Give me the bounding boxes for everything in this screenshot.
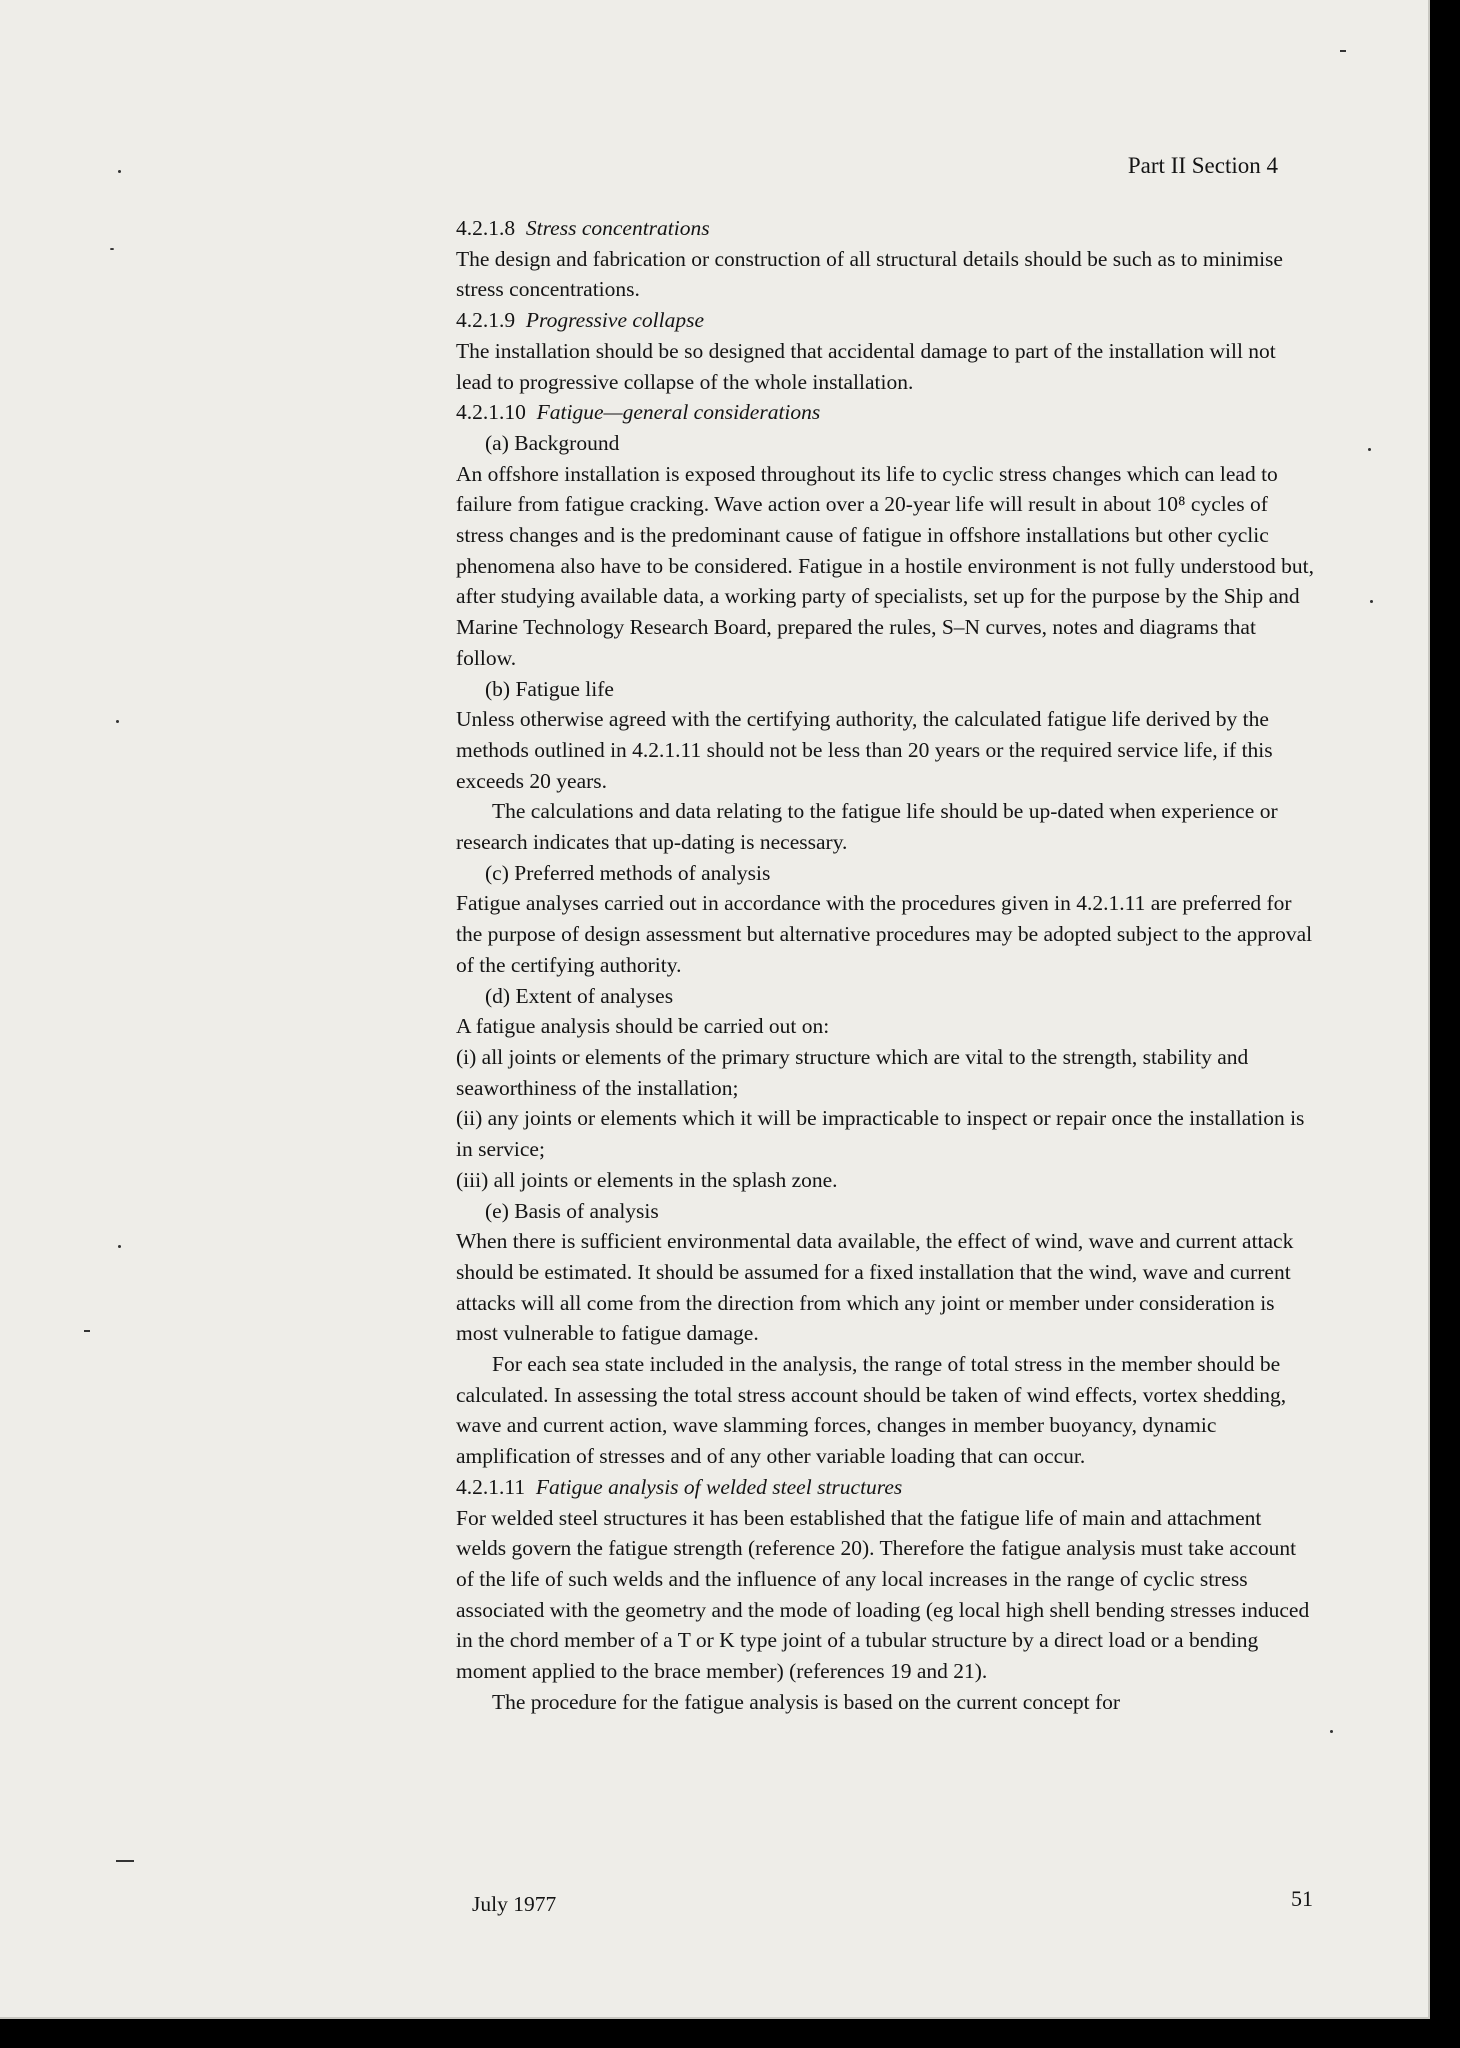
- scan-speck: [118, 170, 121, 173]
- list-item: (iii) all joints or elements in the splash zone.: [456, 1167, 838, 1192]
- scan-speck: [84, 1330, 90, 1332]
- section-title: Fatigue—general considerations: [536, 400, 821, 425]
- section-title: Stress concentrations: [525, 216, 710, 240]
- scan-speck: [1368, 448, 1371, 451]
- scan-speck: [110, 248, 114, 250]
- scan-speck: [1370, 600, 1373, 603]
- heading-4-2-1-8: [456, 213, 1316, 244]
- subheading-fatigue-life: (b) Fatigue life: [485, 676, 614, 701]
- paragraph: For each sea state included in the analysis, the range of total stress in the member should be calculated. In assessing the total stress account should be taken of wind effects, vortex shedding, wave and current action, wave slamming forces, changes in member buoyancy, dynamic amplification of stresses and of any other variable loading that can occur.: [456, 1352, 1287, 1469]
- section-number: 4.2.1.11: [456, 1474, 526, 1499]
- section-number: 4.2.1.9: [456, 308, 516, 333]
- subheading-basis-of-analysis: (e) Basis of analysis: [485, 1198, 659, 1223]
- list-item: (i) all joints or elements of the primary structure which are vital to the strength, stability and seaworthiness of the installation;: [456, 1044, 1249, 1100]
- heading-4-2-1-10: [456, 397, 1316, 428]
- scan-speck: [116, 720, 119, 723]
- scan-speck: [116, 1860, 134, 1862]
- document-body: [456, 213, 1316, 1717]
- paragraph: The calculations and data relating to the fatigue life should be up-dated when experience or research indicates that up-dating is necessary.: [456, 799, 1278, 855]
- paragraph: An offshore installation is exposed throughout its life to cyclic stress changes which can lead to failure from fatigue cracking. Wave action over a 20-year life will result in about 10⁸ cycles of stress changes and is the predominant cause of fatigue in offshore installations but other cyclic phenomena also have to be considered. Fatigue in a hostile environment is not fully understood but, after studying available data, a working party of specialists, set up for the purpose by the Ship and Marine Technology Research Board, prepared the rules, S–N curves, notes and diagrams that follow.: [456, 461, 1315, 670]
- section-number: 4.2.1.10: [456, 400, 526, 425]
- subheading-preferred-methods: (c) Preferred methods of analysis: [485, 860, 771, 885]
- paragraph: The installation should be so designed that accidental damage to part of the installation will not lead to progressive collapse of the whole installation.: [456, 338, 1276, 394]
- paragraph: The procedure for the fatigue analysis is based on the current concept for: [492, 1689, 1121, 1714]
- paragraph: A fatigue analysis should be carried out on:: [456, 1014, 830, 1039]
- heading-4-2-1-9: [456, 305, 1316, 336]
- page-number: 51: [1291, 1886, 1313, 1911]
- footer-date: July 1977: [472, 1892, 557, 1916]
- paragraph: Unless otherwise agreed with the certifying authority, the calculated fatigue life derived by the methods outlined in 4.2.1.11 should not be less than 20 years or the required service life, if this exceeds 20 years.: [456, 707, 1273, 793]
- subheading-extent-of-analyses: (d) Extent of analyses: [485, 983, 674, 1008]
- scan-speck: [1340, 50, 1346, 52]
- paragraph: Fatigue analyses carried out in accordance with the procedures given in 4.2.1.11 are preferred for the purpose of design assessment but alternative procedures may be adopted subject to the approval of the certifying authority.: [456, 891, 1313, 977]
- list-item: (ii) any joints or elements which it will be impracticable to inspect or repair once the installation is in service;: [456, 1106, 1305, 1162]
- subheading-background: (a) Background: [485, 430, 620, 455]
- scan-speck: [1330, 1730, 1333, 1733]
- section-title: Progressive collapse: [525, 308, 705, 333]
- section-title: Fatigue analysis of welded steel structures: [535, 1474, 903, 1499]
- heading-4-2-1-11: [456, 1472, 1316, 1503]
- section-number: 4.2.1.8: [456, 216, 516, 240]
- paragraph: The design and fabrication or construction of all structural details should be such as to minimise stress concentrations.: [456, 246, 1283, 302]
- section-header: Part II Section 4: [1127, 153, 1278, 178]
- paragraph: When there is sufficient environmental data available, the effect of wind, wave and current attack should be estimated. It should be assumed for a fixed installation that the wind, wave and current attacks will all come from the direction from which any joint or member under consideration is most vulnerable to fatigue damage.: [456, 1229, 1294, 1346]
- paragraph: For welded steel structures it has been established that the fatigue life of main and attachment welds govern the fatigue strength (reference 20). Therefore the fatigue analysis must take account of the life of such welds and the influence of any local increases in the range of cyclic stress associated with the geometry and the mode of loading (eg local high shell bending stresses induced in the chord member of a T or K type joint of a tubular structure by a direct load or a bending moment applied to the brace member) (references 19 and 21).: [456, 1505, 1310, 1684]
- scan-speck: [118, 1245, 121, 1248]
